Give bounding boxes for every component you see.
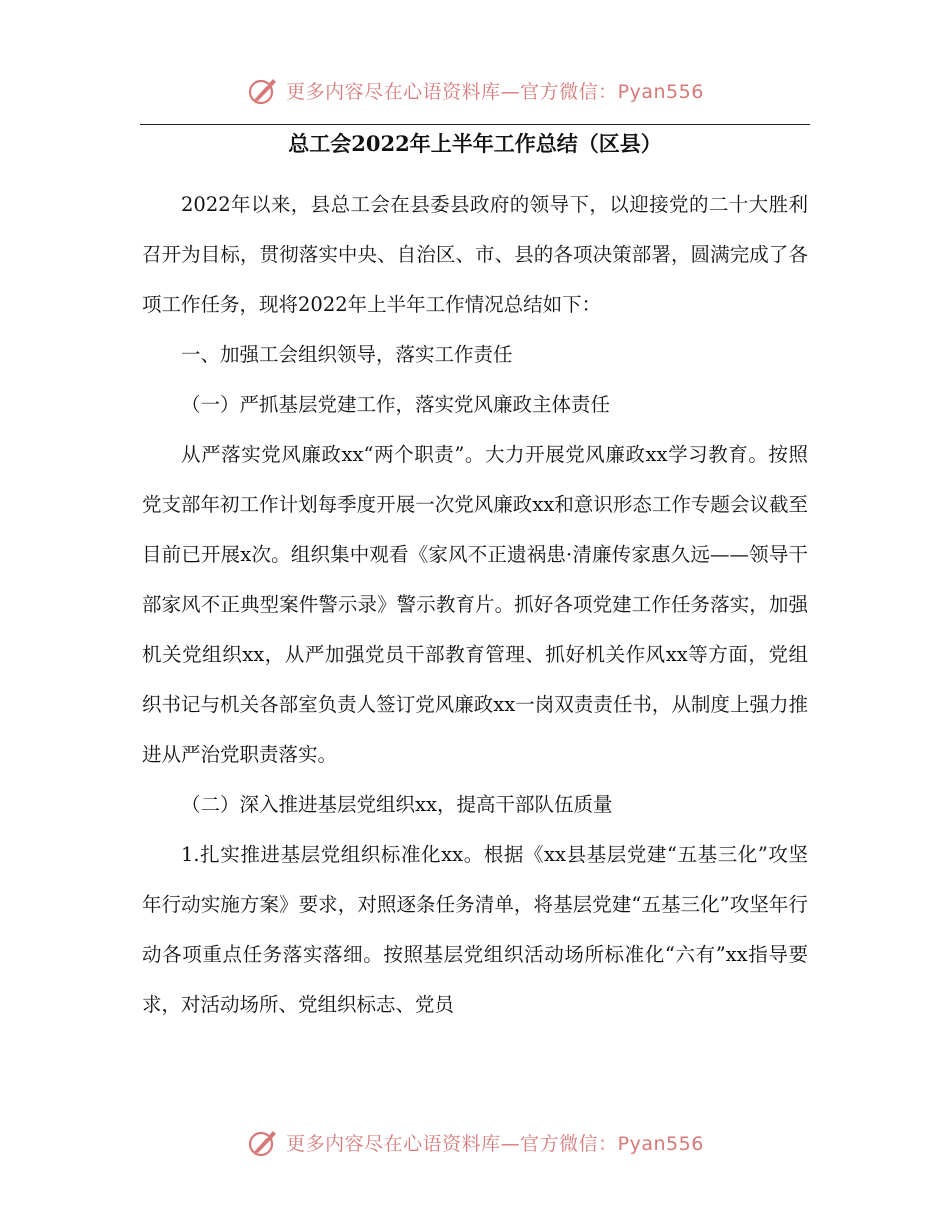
bottom-watermark-banner	[0, 1122, 950, 1162]
quill-logo-icon	[246, 73, 280, 107]
section-heading-1: 一、加强工会组织领导，落实工作责任	[181, 343, 513, 366]
header-divider	[140, 124, 810, 125]
subsection-heading-1: （一）严抓基层党建工作，落实党风廉政主体责任	[181, 393, 611, 416]
top-watermark-text: 更多内容尽在心语资料库—官方微信：Pyan556	[286, 80, 704, 103]
subsection-heading-2: （二）深入推进基层党组织xx，提高干部队伍质量	[181, 793, 613, 816]
document-body	[142, 180, 808, 1030]
document-title: 总工会2022年上半年工作总结（区县）	[288, 131, 662, 156]
paragraph-party-integrity: 从严落实党风廉政xx“两个职责”。大力开展党风廉政xx学习教育。按照党支部年初工作计划每季度开展一次党风廉政xx和意识形态工作专题会议截至目前已开展x次。组织集中观看《家风不正遗祸患·清廉传家惠久远——领导干部家风不正典型案件警示录》警示教育片。抓好各项党建工作任务落实，加强机关党组织xx，从严加强党员干部教育管理、抓好机关作风xx等方面，党组织书记与机关各部室负责人签订党风廉政xx一岗双责责任书，从制度上强力推进从严治党职责落实。	[142, 443, 808, 766]
paragraph-intro: 2022年以来，县总工会在县委县政府的领导下，以迎接党的二十大胜利召开为目标，贯彻落实中央、自治区、市、县的各项决策部署，圆满完成了各项工作任务，现将2022年上半年工作情况总结如下：	[142, 193, 808, 316]
top-watermark-banner	[0, 70, 950, 110]
quill-logo-icon	[246, 1125, 280, 1159]
paragraph-standardization: 1.扎实推进基层党组织标准化xx。根据《xx县基层党建“五基三化”攻坚年行动实施方案》要求，对照逐条任务清单，将基层党建“五基三化”攻坚年行动各项重点任务落实落细。按照基层党组织活动场所标准化“六有”xx指导要求，对活动场所、党组织标志、党员	[142, 843, 808, 1016]
bottom-watermark-text: 更多内容尽在心语资料库—官方微信：Pyan556	[286, 1132, 704, 1155]
